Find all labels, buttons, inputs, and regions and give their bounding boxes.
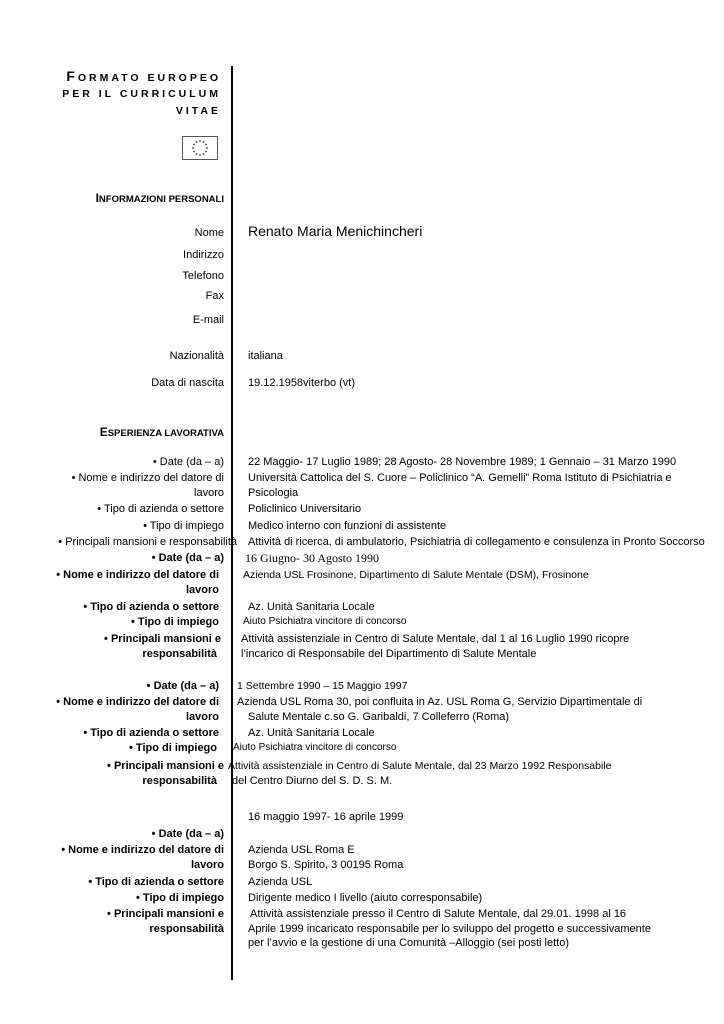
birth-value: 19.12.1958viterbo (vt) xyxy=(248,377,356,389)
e4-duties-value-2: Aprile 1999 incaricato responsabile per lo sviluppo del progetto e successivamente xyxy=(248,923,651,935)
e2-date-value: 16 Giugno- 30 Agosto 1990 xyxy=(245,551,380,565)
e1-employer-label-2: lavoro xyxy=(194,487,224,499)
name-value: Renato Maria Menichincheri xyxy=(248,223,423,239)
e3-duties-label-2: responsabilità xyxy=(142,775,217,787)
e1-job-label: • Tipo di impiego xyxy=(143,520,224,532)
cv-title-line-3: VITAE xyxy=(175,105,221,117)
e1-employer-value-2: Psicologia xyxy=(248,487,299,499)
e1-type-value: Policlinico Universitario xyxy=(248,503,362,515)
e2-duties-label-1: • Principali mansioni e xyxy=(104,633,221,645)
e3-job-value: Aiuto Psichiatra vincitore di concorso xyxy=(233,742,397,753)
e1-employer-label-1: • Nome e indirizzo del datore di xyxy=(71,472,224,484)
e2-employer-label-1: • Nome e indirizzo del datore di xyxy=(56,569,219,581)
vertical-divider xyxy=(231,66,233,980)
e3-type-label: • Tipo di azienda o settore xyxy=(83,727,219,739)
email-label: E-mail xyxy=(192,314,224,326)
section-heading-experience: ESPERIENZA LAVORATIVA xyxy=(99,425,224,439)
e4-employer-label-2: lavoro xyxy=(190,859,224,871)
e1-type-label: • Tipo di azienda o settore xyxy=(97,503,224,515)
e3-employer-label-1: • Nome e indirizzo del datore di xyxy=(56,696,219,708)
e4-duties-value-1: Attività assistenziale presso il Centro di Salute Mentale, dal 29.01. 1998 al 16 xyxy=(250,908,627,920)
e2-employer-value: Azienda USL Frosinone, Dipartimento di Salute Mentale (DSM), Frosinone xyxy=(243,569,589,581)
section-heading-personal: INFORMAZIONI PERSONALI xyxy=(95,191,224,205)
e4-duties-label-1: • Principali mansioni e xyxy=(107,908,224,920)
nationality-label: Nazionalità xyxy=(169,350,224,362)
address-label: Indirizzo xyxy=(183,249,224,261)
cv-title-line-2: PER IL CURRICULUM xyxy=(62,88,221,100)
e2-type-value: Az. Unità Sanitaria Locale xyxy=(248,601,375,613)
e2-duties-value-1: Attività assistenziale in Centro di Salute Mentale, dal 1 al 16 Luglio 1990 ricopre xyxy=(241,633,630,645)
e3-duties-label-1: • Principali mansioni e xyxy=(107,760,224,772)
e4-date-value: 16 maggio 1997- 16 aprile 1999 xyxy=(248,811,404,823)
birth-label: Data di nascita xyxy=(151,377,224,389)
e1-employer-value-1: Università Cattolica del S. Cuore – Policlinico “A. Gemelli” Roma Istituto di Psichiatria e xyxy=(248,472,672,484)
e2-job-label: • Tipo di impiego xyxy=(131,616,219,628)
nationality-value: italiana xyxy=(248,350,283,362)
e3-employer-label-2: lavoro xyxy=(185,711,219,723)
e3-type-value: Az. Unità Sanitaria Locale xyxy=(248,727,375,739)
e4-job-value: Dirigente medico I livello (aiuto corresponsabile) xyxy=(248,892,483,904)
e4-employer-label-1: • Nome e indirizzo del datore di xyxy=(61,844,224,856)
e1-duties-value: Attività di ricerca, di ambulatorio, Psichiatria di collegamento e consulenza in Pronto Soccorso xyxy=(248,536,705,548)
cv-title-line-1: FORMATO EUROPEO xyxy=(66,68,221,84)
e3-duties-value-1: Attività assistenziale in Centro di Salute Mentale, dal 23 Marzo 1992 Responsabile xyxy=(228,760,612,772)
e4-employer-value-1: Azienda USL Roma E xyxy=(248,844,355,856)
e4-type-value: Azienda USL xyxy=(248,876,313,888)
e1-duties-label: • Principali mansioni e responsabilità xyxy=(58,536,237,548)
e3-duties-value-2: del Centro Diurno del S. D. S. M. xyxy=(232,775,393,787)
fax-label: Fax xyxy=(205,290,224,302)
e4-duties-label-2: responsabilità xyxy=(149,923,224,935)
e4-job-label: • Tipo di impiego xyxy=(136,892,224,904)
eu-flag-icon xyxy=(182,136,218,160)
e3-date-label: • Date (da – a) xyxy=(146,680,219,692)
e1-job-value: Medico interno con funzioni di assistente xyxy=(248,520,447,532)
e2-date-label: • Date (da – a) xyxy=(151,552,224,564)
e3-job-label: • Tipo di impiego xyxy=(129,742,217,754)
e3-date-value: 1 Settembre 1990 – 15 Maggio 1997 xyxy=(237,680,408,692)
e4-type-label: • Tipo di azienda o settore xyxy=(88,876,224,888)
e2-job-value: Aiuto Psichiatra vincitore di concorso xyxy=(243,616,407,627)
phone-label: Telefono xyxy=(182,270,224,282)
e2-type-label: • Tipo di azienda o settore xyxy=(83,601,219,613)
e3-employer-value-1: Azienda USL Roma 30, poi confluita in Az. USL Roma G, Servizio Dipartimentale di xyxy=(237,696,643,708)
name-label: Nome xyxy=(194,227,224,239)
e3-employer-value-2: Salute Mentale c.so G. Garibaldi, 7 Colleferro (Roma) xyxy=(248,711,510,723)
e4-duties-value-3: per l’avvio e la gestione di una Comunità –Alloggio (sei posti letto) xyxy=(248,937,570,949)
e1-date-value: 22 Maggio- 17 Luglio 1989; 28 Agosto- 28 Novembre 1989; 1 Gennaio – 31 Marzo 1990 xyxy=(248,456,677,468)
e1-date-label: • Date (da – a) xyxy=(152,456,224,468)
e4-date-label: • Date (da – a) xyxy=(151,828,224,840)
e4-employer-value-2: Borgo S. Spirito, 3 00195 Roma xyxy=(248,859,404,871)
e2-duties-value-2: l’incarico di Responsabile del Dipartimento di Salute Mentale xyxy=(241,648,537,660)
e2-employer-label-2: lavoro xyxy=(185,584,219,596)
e2-duties-label-2: responsabilità xyxy=(142,648,217,660)
